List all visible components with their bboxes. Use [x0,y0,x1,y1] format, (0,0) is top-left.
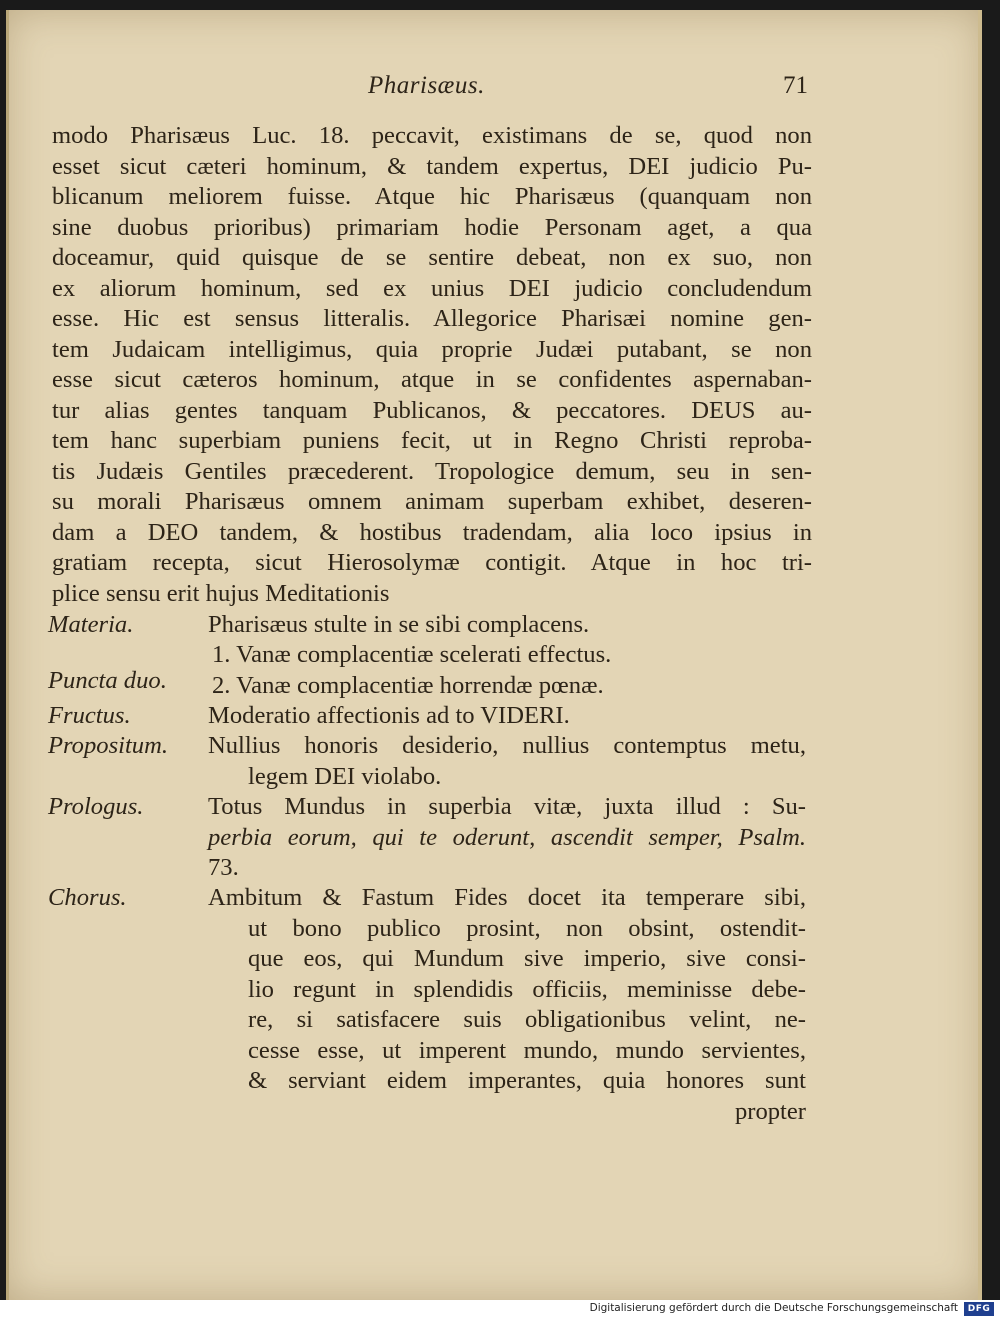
fructus-label: Fructus. [48,702,131,729]
paragraph-line: tis Judæis Gentiles præcederent. Tropologice demum, seu in sen- [52,457,812,485]
fructus-text: Moderatio affectionis ad to VIDERI. [208,702,570,729]
chorus-line: que eos, qui Mundum sive imperio, sive consi- [248,945,806,972]
chorus-line: Ambitum & Fastum Fides docet ita temperare sibi, [208,884,806,911]
catchword: propter [734,1097,806,1125]
puncta-item-2: 2. Vanæ complacentiæ horrendæ pœnæ. [212,671,604,699]
page-edge-left [6,10,9,1300]
propositum-label: Propositum. [48,732,169,759]
paragraph-line: plice sensu erit hujus Meditationis [52,579,390,607]
paragraph-line: esse. Hic est sensus litteralis. Allegorice Pharisæi nomine gen- [52,305,812,332]
main-paragraph [52,121,812,609]
paragraph-line: esse sicut cæteros hominum, atque in se confidentes aspernaban- [52,366,812,393]
paragraph-line: gratiam recepta, sicut Hierosolymæ contigit. Atque in hoc tri- [52,549,812,576]
paragraph-line: tem Judaicam intelligimus, quia proprie Judæi putabant, se non [52,335,812,363]
paragraph-line: dam a DEO tandem, & hostibus tradendam, alia loco ipsius in [52,518,812,546]
paragraph-line: modo Pharisæus Luc. 18. peccavit, existimans de se, quod non [52,122,812,149]
paragraph-line: tem hanc superbiam puniens fecit, ut in Regno Christi reproba- [52,427,812,454]
chorus-line: ut bono publico prosint, non obsint, ostendit- [248,914,806,942]
puncta-label: Puncta duo. [48,667,167,694]
chorus-line: & serviant eidem imperantes, quia honores sunt [248,1067,806,1094]
paragraph-line: blicanum meliorem fuisse. Atque hic Pharisæus (quanquam non [52,183,812,210]
prologus-line-2: perbia eorum, qui te oderunt, ascendit semper, Psalm. [208,823,806,851]
paragraph-line: sine duobus prioribus) primariam hodie Personam aget, a qua [52,213,812,241]
propositum-line-1: Nullius honoris desiderio, nullius contemptus metu, [208,732,806,759]
paragraph-line: esset sicut cæteri hominum, & tandem expertus, DEI judicio Pu- [52,152,812,180]
prologus-label: Prologus. [48,793,144,820]
chorus-line: lio regunt in splendidis officiis, meminisse debe- [248,975,806,1003]
funding-credit: Digitalisierung gefördert durch die Deutsche Forschungsgemeinschaft [589,1302,958,1314]
page-header [0,72,1000,106]
prologus-line-3: 73. [208,854,239,881]
running-title: Pharisæus. [368,72,485,99]
page-edge-right [978,10,982,1300]
page-number: 71 [783,72,808,99]
puncta-item-1: 1. Vanæ complacentiæ scelerati effectus. [212,641,612,668]
digitization-footer [0,1300,1000,1319]
prologus-line-1: Totus Mundus in superbia vitæ, juxta illud : Su- [208,793,806,820]
paragraph-line: tur alias gentes tanquam Publicanos, & peccatores. DEUS au- [52,396,812,424]
chorus-label: Chorus. [48,884,127,911]
paragraph-line: ex aliorum hominum, sed ex unius DEI judicio concludendum [52,274,812,302]
dfg-logo: DFG [964,1302,994,1316]
propositum-line-2: legem DEI violabo. [248,762,442,790]
chorus-line: cesse esse, ut imperent mundo, mundo servientes, [248,1036,806,1064]
materia-label: Materia. [48,611,134,638]
paragraph-line: doceamur, quid quisque de se sentire debeat, non ex suo, non [52,244,812,271]
materia-text: Pharisæus stulte in se sibi complacens. [208,611,590,638]
paragraph-line: su morali Pharisæus omnem animam superbam exhibet, deseren- [52,488,812,515]
chorus-line: re, si satisfacere suis obligationibus velint, ne- [248,1006,806,1033]
